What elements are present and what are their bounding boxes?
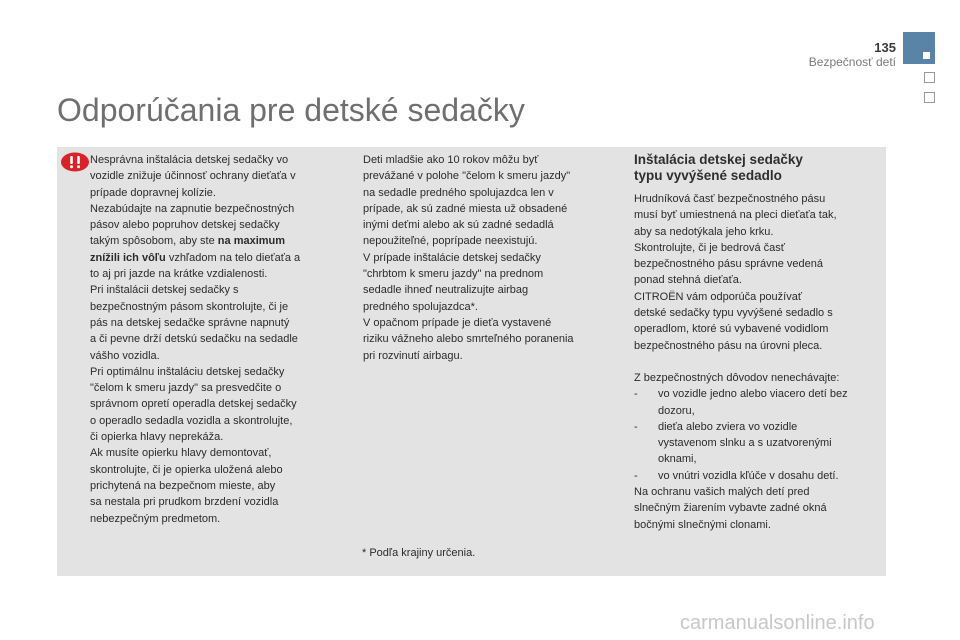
text-line: a či pevne drží detskú sedačku na sedadle bbox=[90, 333, 298, 346]
text-span: vzhľadom na telo dieťaťa a bbox=[168, 251, 301, 264]
list-item-line: dozoru, bbox=[658, 404, 695, 417]
list-dash: - bbox=[634, 388, 638, 401]
text-line: riziku vážneho alebo smrteľného poranenia bbox=[363, 333, 574, 346]
text-line: o operadlo sedadla vozidla a skontrolujte, bbox=[90, 414, 293, 427]
text-line: Skontrolujte, či je bedrová časť bbox=[634, 241, 785, 254]
front-seat-text-column bbox=[363, 152, 613, 364]
text-line: musí byť umiestnená na pleci dieťaťa tak, bbox=[634, 209, 837, 222]
text-line: slnečným žiarením vybavte zadné okná bbox=[634, 502, 827, 515]
text-line: predného spolujazdca*. bbox=[363, 300, 478, 313]
text-line bbox=[90, 250, 340, 266]
page-number: 135 bbox=[874, 40, 896, 55]
text-line: Nezabúdajte na zapnutie bezpečnostných bbox=[90, 202, 295, 215]
list-item bbox=[634, 419, 874, 468]
heading-line: typu vyvýšené sedadlo bbox=[634, 168, 782, 183]
emphasis-text: na maximum bbox=[217, 235, 286, 248]
section-title: Bezpečnosť detí bbox=[808, 55, 896, 69]
text-line: ponad stehná dieťaťa. bbox=[634, 274, 742, 287]
list-item bbox=[634, 468, 874, 484]
text-line: na sedadle predného spolujazdca len v bbox=[363, 186, 554, 199]
safety-list bbox=[634, 370, 874, 533]
text-line: detské sedačky typu vyvýšené sedadlo s bbox=[634, 307, 833, 320]
text-line: Deti mladšie ako 10 rokov môžu byť bbox=[363, 154, 539, 166]
text-line: Pri inštalácii detskej sedačky s bbox=[90, 284, 239, 297]
text-line: Na ochranu vašich malých detí pred bbox=[634, 486, 810, 499]
text-line: pásov alebo popruhov detskej sedačky bbox=[90, 219, 280, 232]
warning-text-column bbox=[90, 152, 340, 527]
text-line: V opačnom prípade je dieťa vystavené bbox=[363, 316, 552, 329]
list-item-line: vystavenom slnku a s uzatvorenými bbox=[658, 437, 832, 450]
list-item-line: vo vnútri vozidla kľúče v dosahu detí. bbox=[658, 469, 839, 482]
text-line: sedadle ihneď neutralizujte airbag bbox=[363, 284, 529, 297]
text-line bbox=[90, 233, 340, 249]
text-span: takým spôsobom, aby ste bbox=[90, 235, 215, 248]
text-line: aby sa nedotýkala jeho krku. bbox=[634, 225, 774, 238]
watermark: carmanualsonline.info bbox=[680, 612, 875, 634]
section-tab-3[interactable] bbox=[924, 92, 935, 103]
list-intro: Z bezpečnostných dôvodov nenechávajte: bbox=[634, 371, 840, 384]
text-line: operadlom, ktoré sú vybavené vodidlom bbox=[634, 323, 829, 336]
text-line: nepoužiteľné, poprípade neexistujú. bbox=[363, 235, 538, 248]
text-line: "čelom k smeru jazdy" sa presvedčite o bbox=[90, 382, 282, 395]
text-line: to aj pri jazde na krátke vzdialenosti. bbox=[90, 268, 268, 281]
text-line: bočnými slnečnými clonami. bbox=[634, 518, 771, 531]
text-line: sa nestala pri prudkom brzdení vozidla bbox=[90, 496, 279, 509]
text-line: prichytená na bezpečnom mieste, aby bbox=[90, 479, 276, 492]
text-line: "chrbtom k smeru jazdy" na prednom bbox=[363, 268, 544, 281]
text-line: pri rozvinutí airbagu. bbox=[363, 349, 463, 362]
text-line: skontrolujte, či je opierka uložená alebo bbox=[90, 463, 283, 476]
booster-paragraph bbox=[634, 191, 874, 354]
text-line: bezpečnostným pásom skontrolujte, či je bbox=[90, 300, 289, 313]
text-line: nebezpečným predmetom. bbox=[90, 512, 221, 525]
text-line: pás na detskej sedačke správne napnutý bbox=[90, 316, 290, 329]
booster-seat-heading bbox=[634, 152, 874, 184]
section-tab-active[interactable] bbox=[903, 32, 935, 64]
text-line: vozidle znižuje účinnosť ochrany dieťaťa v bbox=[90, 170, 296, 183]
booster-seat-text-column bbox=[634, 152, 874, 533]
text-line: Pri optimálnu inštaláciu detskej sedačky bbox=[90, 365, 285, 378]
text-line: Ak musíte opierku hlavy demontovať, bbox=[90, 447, 272, 460]
page-title: Odporúčania pre detské sedačky bbox=[57, 92, 525, 128]
text-line: Hrudníková časť bezpečnostného pásu bbox=[634, 193, 826, 205]
text-line: vášho vozidla. bbox=[90, 349, 160, 362]
text-line: inými deťmi alebo ak sú zadné sedadlá bbox=[363, 219, 554, 232]
text-line: Nesprávna inštalácia detskej sedačky vo bbox=[90, 154, 289, 166]
text-line: prevážané v polohe "čelom k smeru jazdy" bbox=[363, 170, 571, 183]
list-item-line: vo vozidle jedno alebo viacero detí bez bbox=[658, 388, 848, 401]
list-item bbox=[634, 386, 874, 419]
list-item-line: dieťa alebo zviera vo vozidle bbox=[658, 420, 798, 433]
text-line: CITROËN vám odporúča používať bbox=[634, 290, 802, 303]
list-dash: - bbox=[634, 469, 638, 482]
heading-line: Inštalácia detskej sedačky bbox=[634, 152, 803, 167]
text-line: bezpečnostného pásu na úrovni pleca. bbox=[634, 339, 823, 352]
section-tab-2[interactable] bbox=[924, 72, 935, 83]
warning-exclamation-icon bbox=[60, 152, 90, 172]
list-dash: - bbox=[634, 420, 638, 433]
list-item-line: oknami, bbox=[658, 453, 697, 466]
emphasis-text: znížili ich vôľu bbox=[90, 251, 166, 264]
text-line: prípade dopravnej kolízie. bbox=[90, 186, 216, 199]
tab-dot-icon bbox=[923, 52, 930, 59]
text-line: či opierka hlavy neprekáža. bbox=[90, 431, 224, 444]
text-line: prípade, ak sú zadné miesta už obsadené bbox=[363, 202, 568, 215]
footnote: * Podľa krajiny určenia. bbox=[362, 547, 476, 559]
text-line: bezpečnostného pásu správne vedená bbox=[634, 258, 823, 271]
text-line: V prípade inštalácie detskej sedačky bbox=[363, 251, 541, 264]
text-line: správnom opretí operadla detskej sedačky bbox=[90, 398, 297, 411]
